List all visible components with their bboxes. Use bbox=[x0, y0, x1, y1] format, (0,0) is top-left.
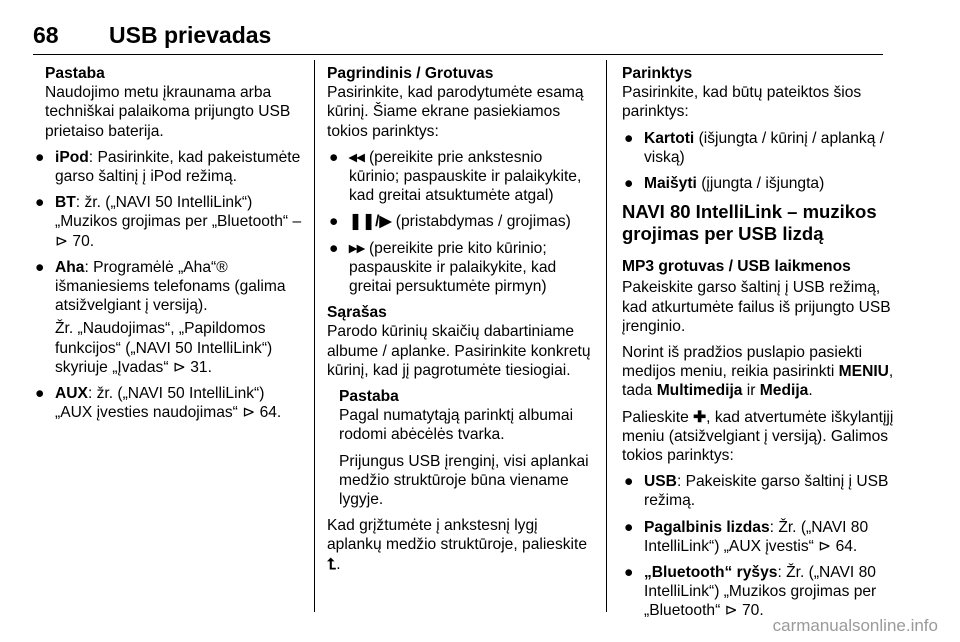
page-header bbox=[33, 20, 883, 55]
popup-options bbox=[622, 472, 894, 620]
item-term: Maišyti bbox=[644, 175, 697, 193]
item-term: Kartoti bbox=[644, 129, 695, 147]
note-text: Prijungus USB įrenginį, visi aplankai medžio struktūroje būna viename lygyje. bbox=[339, 452, 589, 509]
paragraph: Pakeiskite garso šaltinį į USB režimą, kad atkurtumėte failus iš prijungto USB įrenginio. bbox=[622, 279, 891, 335]
pause-play-icon: ❚❚/▶ bbox=[349, 213, 392, 231]
bullet: ● bbox=[624, 564, 634, 582]
back-instruction: Kad grįžtumėte į ankstesnį lygį aplankų medžio struktūroje, palieskite ⮤. bbox=[327, 517, 588, 573]
list-item bbox=[327, 212, 595, 231]
list-item bbox=[327, 148, 595, 206]
bullet: ● bbox=[624, 518, 634, 536]
bullet: ● bbox=[624, 473, 634, 491]
player-options bbox=[327, 148, 595, 296]
section-title: USB prievadas bbox=[109, 22, 272, 48]
note-title: Pastaba bbox=[45, 65, 105, 82]
column-1 bbox=[33, 64, 303, 429]
bullet: ● bbox=[329, 239, 339, 257]
bullet: ● bbox=[35, 385, 45, 403]
list-item bbox=[622, 518, 894, 556]
item-text: (pristabdymas / grojimas) bbox=[391, 213, 571, 231]
item-text: : Žr. („NAVI 80 IntelliLink“) „AUX įvestis“ ⊳ 64. bbox=[644, 518, 869, 555]
list-item bbox=[622, 174, 894, 193]
watermark: carmanualsonline.info bbox=[772, 616, 938, 635]
bullet: ● bbox=[329, 213, 339, 231]
column-2 bbox=[327, 64, 595, 581]
list-item bbox=[622, 129, 894, 167]
options-list bbox=[622, 129, 894, 194]
bullet: ● bbox=[329, 148, 339, 166]
item-text: (pereikite prie kito kūrinio; paspauskite ir palaikykite, kad greitai persuktumėte pirmyn) bbox=[349, 239, 557, 296]
item-text: : Žr. („NAVI 80 IntelliLink“) „Muzikos grojimas per „Bluetooth“ ⊳ 70. bbox=[644, 564, 877, 620]
column-divider bbox=[606, 60, 607, 612]
bullet: ● bbox=[35, 194, 45, 212]
list-text: Parodo kūrinių skaičių dabartiniame albume / aplanke. Pasirinkite konkretų kūrinį, kad jį pagrotumėte tiesiogiai. bbox=[327, 323, 591, 379]
list-item bbox=[622, 472, 894, 510]
item-text: : Pakeiskite garso šaltinį į USB režimą. bbox=[644, 473, 889, 510]
paragraph: Palieskite ✚, kad atvertumėte iškylantįjį meniu (atsižvelgiant į versiją). Galimos tokios parinktys: bbox=[622, 408, 894, 465]
options-intro: Pasirinkite, kad būtų pateiktos šios parinktys: bbox=[622, 84, 862, 121]
item-term: „Bluetooth“ ryšys bbox=[644, 564, 778, 582]
bullet: ● bbox=[35, 258, 45, 276]
item-text: : žr. („NAVI 50 IntelliLink“) „AUX įvesties naudojimas“ ⊳ 64. bbox=[55, 385, 282, 422]
item-term: iPod bbox=[55, 148, 89, 166]
bullet: ● bbox=[624, 175, 634, 193]
heading-mp3: MP3 grotuvas / USB laikmenos bbox=[622, 258, 851, 276]
rewind-icon: ◂◂ bbox=[349, 148, 365, 166]
plus-icon: ✚ bbox=[693, 408, 707, 426]
note-text: Pagal numatytąją parinktį albumai rodomi abėcėlės tvarka. bbox=[339, 407, 574, 444]
menu-term: MENIU bbox=[838, 363, 889, 381]
item-text: (pereikite prie ankstesnio kūrinio; paspauskite ir palaikykite, kad greitai atsuktumėte atgal) bbox=[349, 148, 582, 205]
note-block bbox=[327, 387, 595, 509]
back-level-icon: ⮤ bbox=[327, 555, 337, 573]
paragraph: Norint iš pradžios puslapio pasiekti medijos meniu, reikia pasirinkti MENIU, tada Multimedija ir Medija. bbox=[622, 344, 894, 400]
menu-term: Multimedija bbox=[656, 382, 743, 400]
item-text: : Pasirinkite, kad pakeistumėte garso šaltinį į iPod režimą. bbox=[55, 148, 301, 186]
list-item bbox=[622, 563, 894, 621]
forward-icon: ▸▸ bbox=[349, 239, 365, 257]
bullet: ● bbox=[35, 148, 45, 166]
item-text: (išjungta / kūrinį / aplanką / viską) bbox=[644, 129, 885, 166]
bullet: ● bbox=[624, 129, 634, 147]
menu-term: Medija bbox=[759, 382, 809, 400]
heading-list: Sąrašas bbox=[327, 304, 387, 322]
item-term: Aha bbox=[55, 258, 85, 276]
heading-options: Parinktys bbox=[622, 65, 693, 82]
source-list bbox=[33, 148, 303, 423]
page-number: 68 bbox=[33, 22, 59, 48]
list-item bbox=[33, 384, 303, 422]
list-item bbox=[33, 193, 303, 251]
item-text: (įjungta / išjungta) bbox=[696, 175, 825, 193]
item-term: BT bbox=[55, 194, 76, 212]
heading-navi80: NAVI 80 IntelliLink – muzikos grojimas per USB lizdą bbox=[622, 201, 877, 245]
note-title: Pastaba bbox=[339, 388, 399, 406]
item-extra: Žr. „Naudojimas“, „Papildomos funkcijos“ („NAVI 50 IntelliLink“) skyriuje „Įvadas“ ⊳ 31. bbox=[55, 320, 273, 376]
item-term: AUX bbox=[55, 385, 88, 403]
list-item bbox=[327, 239, 595, 297]
note-block bbox=[33, 64, 303, 141]
item-term: Pagalbinis lizdas bbox=[644, 518, 770, 536]
player-intro: Pasirinkite, kad parodytumėte esamą kūrinį. Šiame ekrane pasiekiamos tokios parinktys: bbox=[327, 84, 584, 140]
item-text: : žr. („NAVI 50 IntelliLink“) „Muzikos grojimas per „Bluetooth“ – ⊳ 70. bbox=[55, 194, 302, 250]
list-item bbox=[33, 258, 303, 377]
item-term: USB bbox=[644, 473, 677, 491]
column-3 bbox=[622, 64, 894, 628]
column-divider bbox=[314, 60, 315, 612]
heading-player: Pagrindinis / Grotuvas bbox=[327, 65, 494, 82]
note-text: Naudojimo metu įkraunama arba techniškai palaikoma prijungto USB prietaiso baterija. bbox=[45, 84, 291, 140]
item-text: : Programėlė „Aha“® išmaniesiems telefonams (galima atsižvelgiant į versiją). bbox=[55, 258, 286, 315]
list-item bbox=[33, 148, 303, 186]
